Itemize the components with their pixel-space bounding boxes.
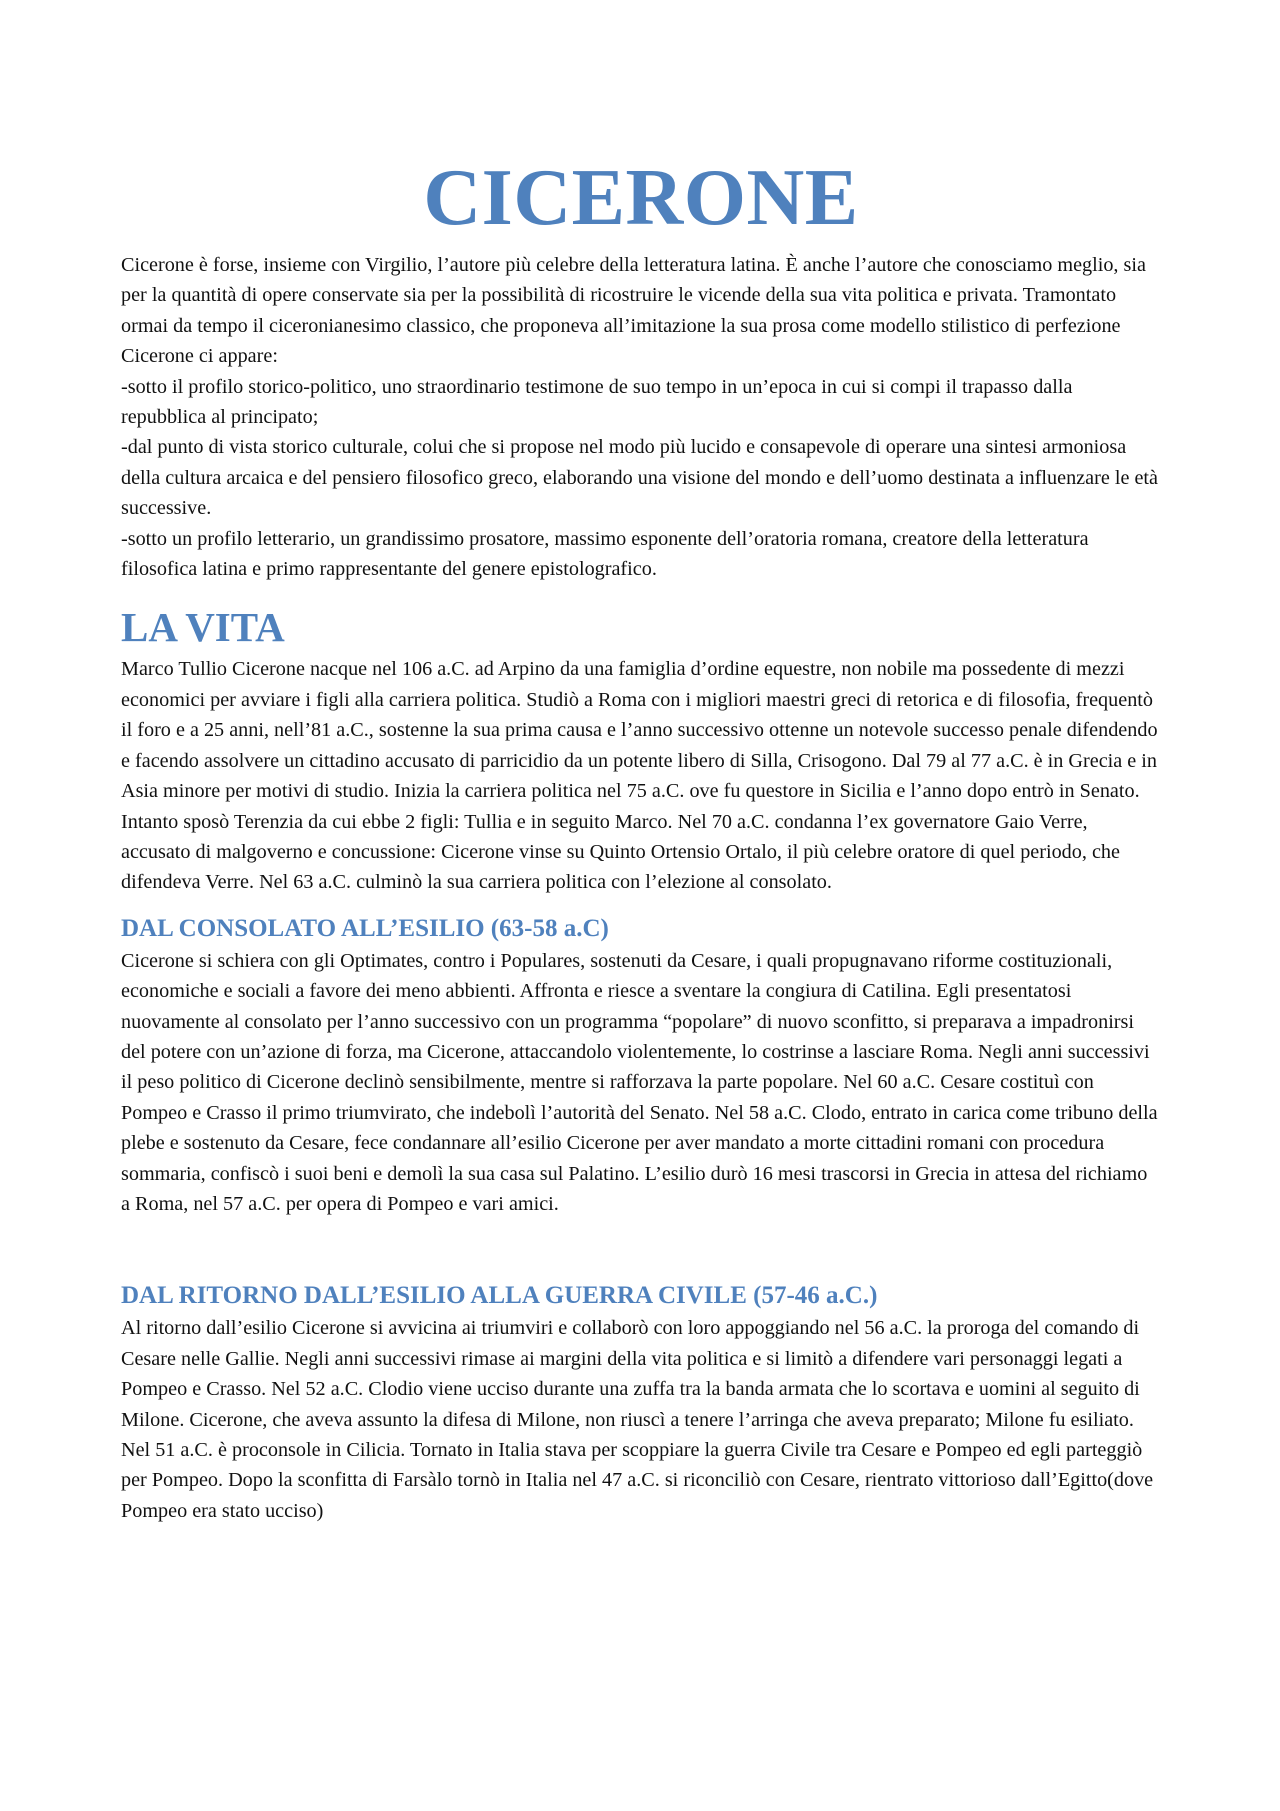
section-text-consolato-esilio: Cicerone si schiera con gli Optimates, contro i Populares, sostenuti da Cesare, i quali propugnavano riforme costituzionali, economiche e sociali a favore dei meno abbienti. Affronta e riesce a sventare la congiura di Catilina. Egli presentatosi nuovamente al consolato per l’anno successivo con un programma “popolare” di nuovo sconfitto, si preparava a impadronirsi del potere con un’azione di forza, ma Cicerone, attaccandolo violentemente, lo costrinse a lasciare Roma. Negli anni successivi il peso politico di Cicerone declinò sensibilmente, mentre si rafforzava la parte popolare. Nel 60 a.C. Cesare costituì con Pompeo e Crasso il primo triumvirato, che indebolì l’autorità del Senato. Nel 58 a.C. Clodo, entrato in carica come tribuno della plebe e sostenuto da Cesare, fece condannare all’esilio Cicerone per aver mandato a morte cittadini romani con procedura sommaria, confiscò i suoi beni e demolì la sua casa sul Palatino. L’esilio durò 16 mesi trascorsi in Grecia in attesa del richiamo a Roma, nel 57 a.C. per opera di Pompeo e vari amici. [121,949,1158,1215]
intro-paragraph: Cicerone è forse, insieme con Virgilio, l’autore più celebre della letteratura latina. È anche l’autore che conosciamo meglio, sia per la quantità di opere conservate sia per la possibilità di ricostruire le vicende della sua vita politica e privata. Tramontato ormai da tempo il ciceronianesimo classico, che proponeva all’imitazione la sua prosa come modello stilistico di perfezione Cicerone ci appare: -sotto il profilo storico-politico, uno straordinario testimone de suo tempo in un’epoca in cui si compi il trapasso dalla repubblica al principato; -dal punto di vista storico culturale, colui che si propose nel modo più lucido e consapevole di operare una sintesi armoniosa della cultura arcaica e del pensiero filosofico greco, elaborando una visione del mondo e dell’uomo destinata a influenzare le età successive. -sotto un profilo letterario, un grandissimo prosatore, massimo esponente dell’oratoria romana, creatore della letteratura filosofica latina e primo rappresentante del genere epistolografico. [121,254,1158,581]
section-text-ritorno-guerra-civile: Al ritorno dall’esilio Cicerone si avvicina ai triumviri e collaborò con loro appoggiando nel 56 a.C. la proroga del comando di Cesare nelle Gallie. Negli anni successivi rimase ai margini della vita politica e si limitò a difendere vari personaggi legati a Pompeo e Crasso. Nel 52 a.C. Clodio viene ucciso durante una zuffa tra la banda armata che lo scortava e uomini al seguito di Milone. Cicerone, che aveva assunto la difesa di Milone, non riuscì a tenere l’arringa che aveva preparato; Milone fu esiliato. Nel 51 a.C. è proconsole in Cilicia. Tornato in Italia stava per scoppiare la guerra Civile tra Cesare e Pompeo ed egli parteggiò per Pompeo. Dopo la sconfitta di Farsàlo tornò in Italia nel 47 a.C. si riconciliò con Cesare, rientrato vittorioso dall’Egitto(dove Pompeo era stato ucciso) [121,1317,1154,1522]
section-heading-consolato-esilio: DAL CONSOLATO ALL’ESILIO (63-58 a.C) [121,914,609,942]
section-heading-ritorno-guerra-civile: DAL RITORNO DALL’ESILIO ALLA GUERRA CIVILE (57-46 a.C.) [121,1282,878,1310]
section-text-la-vita: Marco Tullio Cicerone nacque nel 106 a.C. ad Arpino da una famiglia d’ordine equestre, non nobile ma possedente di mezzi economici per avviare i figli alla carriera politica. Studiò a Roma con i migliori maestri greci di retorica e di filosofia, frequentò il foro e a 25 anni, nell’81 a.C., sostenne la sua prima causa e l’anno successivo ottenne un notevole successo penale difendendo e facendo assolvere un cittadino accusato di parricidio da un potente libero di Silla, Crisogono. Dal 79 al 77 a.C. è in Grecia e in Asia minore per motivi di studio. Inizia la carriera politica nel 75 a.C. ove fu questore in Sicilia e l’anno dopo entrò in Senato. Intanto sposò Terenzia da cui ebbe 2 figli: Tullia e in seguito Marco. Nel 70 a.C. condanna l’ex governatore Gaio Verre, accusato di malgoverno e concussione: Cicerone vinse su Quinto Ortensio Ortalo, il più celebre oratore di quel periodo, che difendeva Verre. Nel 63 a.C. culminò la sua carriera politica con l’elezione al consolato. [121,658,1158,894]
document-content [121,150,1161,1526]
section-heading-la-vita: LA VITA [121,604,285,651]
document-title: CICERONE [423,154,859,242]
